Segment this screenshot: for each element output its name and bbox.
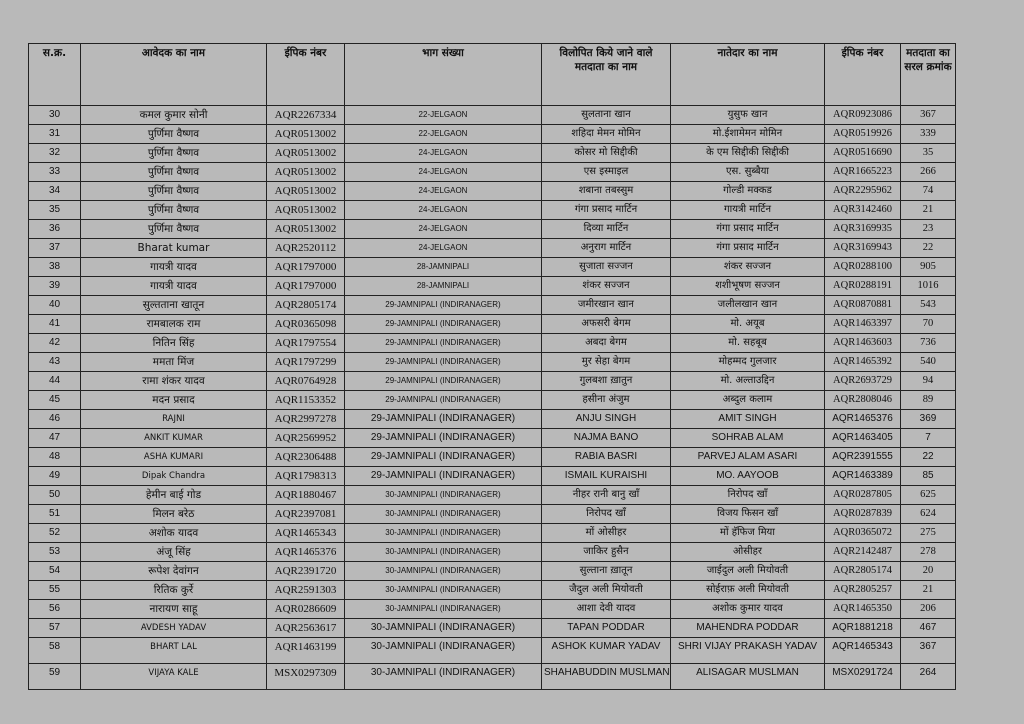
cell-applicant-name: Bharat kumar: [81, 239, 267, 258]
cell-applicant-name: रामा शंकर यादव: [81, 372, 267, 391]
cell-serial-no: 45: [29, 391, 81, 410]
cell-voter-name: शंकर सज्जन: [542, 277, 671, 296]
cell-relative-name: विजय फिसन खाँ: [671, 505, 825, 524]
cell-part-no: 30-JAMNIPALI (INDIRANAGER): [345, 562, 542, 581]
cell-voter-name: जाकिर हुसैन: [542, 543, 671, 562]
cell-epic-no: AQR1797000: [267, 277, 345, 296]
cell-relative-name: अशोक कुमार यादव: [671, 600, 825, 619]
cell-serial-no: 47: [29, 429, 81, 448]
cell-relative-epic: AQR0288191: [825, 277, 901, 296]
cell-epic-no: AQR0764928: [267, 372, 345, 391]
table-row: [29, 467, 956, 486]
cell-relative-epic: AQR2295962: [825, 182, 901, 201]
cell-relative-name: सोईराफ़ अली मियोवती: [671, 581, 825, 600]
cell-serial-no: 37: [29, 239, 81, 258]
cell-voter-serial: 23: [901, 220, 956, 239]
cell-applicant-name: RAJNI: [81, 410, 267, 429]
cell-voter-name: अबदा बेगम: [542, 334, 671, 353]
cell-applicant-name: पुर्णिमा वैष्णव: [81, 220, 267, 239]
document-page: [28, 43, 956, 690]
cell-part-no: 29-JAMNIPALI (INDIRANAGER): [345, 467, 542, 486]
cell-voter-name: आशा देवी यादव: [542, 600, 671, 619]
cell-applicant-name: नारायण साहू: [81, 600, 267, 619]
cell-relative-name: निरोपद खाँ: [671, 486, 825, 505]
table-row: [29, 239, 956, 258]
cell-epic-no: AQR2569952: [267, 429, 345, 448]
cell-epic-no: AQR1465376: [267, 543, 345, 562]
table-row: [29, 410, 956, 429]
cell-voter-serial: 905: [901, 258, 956, 277]
cell-applicant-name: पुर्णिमा वैष्णव: [81, 125, 267, 144]
cell-applicant-name: गायत्री यादव: [81, 277, 267, 296]
cell-epic-no: AQR2267334: [267, 106, 345, 125]
cell-relative-epic: AQR3169943: [825, 239, 901, 258]
cell-epic-no: AQR2591303: [267, 581, 345, 600]
cell-relative-epic: AQR0870881: [825, 296, 901, 315]
cell-voter-name: NAJMA BANO: [542, 429, 671, 448]
cell-serial-no: 55: [29, 581, 81, 600]
cell-epic-no: AQR1797000: [267, 258, 345, 277]
cell-relative-epic: AQR3169935: [825, 220, 901, 239]
cell-voter-serial: 367: [901, 638, 956, 664]
cell-relative-name: एस. सुब्बैया: [671, 163, 825, 182]
cell-relative-name: ALISAGAR MUSLMAN: [671, 664, 825, 690]
cell-part-no: 30-JAMNIPALI (INDIRANAGER): [345, 600, 542, 619]
cell-relative-epic: AQR1463603: [825, 334, 901, 353]
table-row: [29, 201, 956, 220]
cell-applicant-name: पुर्णिमा वैष्णव: [81, 163, 267, 182]
cell-voter-serial: 89: [901, 391, 956, 410]
cell-serial-no: 57: [29, 619, 81, 638]
cell-voter-name: अफसरी बेगम: [542, 315, 671, 334]
cell-relative-name: जलीलखान खान: [671, 296, 825, 315]
cell-serial-no: 58: [29, 638, 81, 664]
cell-epic-no: AQR0365098: [267, 315, 345, 334]
header-applicant-name: आवेदक का नाम: [81, 44, 267, 106]
cell-relative-epic: AQR0288100: [825, 258, 901, 277]
cell-relative-epic: AQR2805174: [825, 562, 901, 581]
cell-epic-no: AQR2520112: [267, 239, 345, 258]
cell-voter-serial: 264: [901, 664, 956, 690]
cell-part-no: 30-JAMNIPALI (INDIRANAGER): [345, 619, 542, 638]
cell-voter-name: जैदुल अली मियोवती: [542, 581, 671, 600]
table-row: [29, 353, 956, 372]
cell-serial-no: 50: [29, 486, 81, 505]
cell-epic-no: AQR2997278: [267, 410, 345, 429]
cell-serial-no: 33: [29, 163, 81, 182]
cell-relative-name: PARVEJ ALAM ASARI: [671, 448, 825, 467]
cell-voter-serial: 339: [901, 125, 956, 144]
cell-relative-epic: MSX0291724: [825, 664, 901, 690]
cell-voter-name: सुलताना खान: [542, 106, 671, 125]
cell-voter-name: शहिदा मेमन मोमिन: [542, 125, 671, 144]
cell-voter-serial: 22: [901, 239, 956, 258]
cell-voter-name: मों ओसीहर: [542, 524, 671, 543]
cell-epic-no: AQR0513002: [267, 144, 345, 163]
cell-relative-epic: AQR3142460: [825, 201, 901, 220]
cell-serial-no: 43: [29, 353, 81, 372]
cell-relative-name: मो. अयूब: [671, 315, 825, 334]
cell-voter-name: सुजाता सज्जन: [542, 258, 671, 277]
cell-voter-serial: 543: [901, 296, 956, 315]
cell-relative-name: अब्दुल कलाम: [671, 391, 825, 410]
table-row: [29, 505, 956, 524]
cell-voter-name: कोसर मो सिद्दीकी: [542, 144, 671, 163]
cell-part-no: 29-JAMNIPALI (INDIRANAGER): [345, 448, 542, 467]
cell-part-no: 30-JAMNIPALI (INDIRANAGER): [345, 486, 542, 505]
cell-serial-no: 54: [29, 562, 81, 581]
cell-part-no: 29-JAMNIPALI (INDIRANAGER): [345, 315, 542, 334]
cell-voter-name: निरोपद खाँ: [542, 505, 671, 524]
cell-part-no: 29-JAMNIPALI (INDIRANAGER): [345, 429, 542, 448]
cell-applicant-name: गायत्री यादव: [81, 258, 267, 277]
cell-part-no: 30-JAMNIPALI (INDIRANAGER): [345, 524, 542, 543]
cell-relative-epic: AQR0519926: [825, 125, 901, 144]
cell-applicant-name: पुर्णिमा वैष्णव: [81, 182, 267, 201]
cell-applicant-name: हेमीन बाई गोड: [81, 486, 267, 505]
cell-serial-no: 41: [29, 315, 81, 334]
cell-voter-serial: 85: [901, 467, 956, 486]
table-row: [29, 106, 956, 125]
cell-voter-name: दिव्या मार्टिन: [542, 220, 671, 239]
cell-voter-serial: 369: [901, 410, 956, 429]
cell-relative-name: गोल्डी मक्कड: [671, 182, 825, 201]
cell-part-no: 30-JAMNIPALI (INDIRANAGER): [345, 638, 542, 664]
cell-part-no: 22-JELGAON: [345, 106, 542, 125]
table-row: [29, 486, 956, 505]
cell-epic-no: AQR0513002: [267, 125, 345, 144]
cell-epic-no: AQR1797299: [267, 353, 345, 372]
cell-voter-name: सुल्ताना ख़ातून: [542, 562, 671, 581]
cell-voter-serial: 20: [901, 562, 956, 581]
cell-applicant-name: कमल कुमार सोनी: [81, 106, 267, 125]
cell-serial-no: 38: [29, 258, 81, 277]
cell-applicant-name: अंजू सिंह: [81, 543, 267, 562]
cell-applicant-name: पुर्णिमा वैष्णव: [81, 144, 267, 163]
cell-relative-epic: AQR2808046: [825, 391, 901, 410]
cell-applicant-name: सुल्तताना खातून: [81, 296, 267, 315]
cell-relative-epic: AQR0287805: [825, 486, 901, 505]
cell-epic-no: AQR2563617: [267, 619, 345, 638]
cell-voter-serial: 1016: [901, 277, 956, 296]
cell-epic-no: AQR1465343: [267, 524, 345, 543]
cell-relative-epic: AQR2693729: [825, 372, 901, 391]
cell-part-no: 30-JAMNIPALI (INDIRANAGER): [345, 581, 542, 600]
cell-epic-no: AQR1880467: [267, 486, 345, 505]
cell-voter-name: अनुराग मार्टिन: [542, 239, 671, 258]
cell-voter-serial: 736: [901, 334, 956, 353]
cell-relative-epic: AQR0365072: [825, 524, 901, 543]
cell-relative-name: मो. अल्ताउद्दिन: [671, 372, 825, 391]
cell-serial-no: 46: [29, 410, 81, 429]
table-row: [29, 372, 956, 391]
cell-epic-no: AQR1463199: [267, 638, 345, 664]
table-row: [29, 144, 956, 163]
cell-relative-epic: AQR1465350: [825, 600, 901, 619]
cell-voter-name: ASHOK KUMAR YADAV: [542, 638, 671, 664]
cell-relative-epic: AQR1465343: [825, 638, 901, 664]
cell-relative-epic: AQR2805257: [825, 581, 901, 600]
cell-serial-no: 40: [29, 296, 81, 315]
cell-voter-serial: 21: [901, 201, 956, 220]
cell-applicant-name: AVDESH YADAV: [81, 619, 267, 638]
cell-voter-serial: 70: [901, 315, 956, 334]
cell-serial-no: 36: [29, 220, 81, 239]
cell-voter-serial: 94: [901, 372, 956, 391]
cell-relative-name: गंगा प्रसाद मार्टिन: [671, 220, 825, 239]
cell-applicant-name: पुर्णिमा वैष्णव: [81, 201, 267, 220]
table-row: [29, 543, 956, 562]
cell-relative-name: मो.ईशामेमन मोमिन: [671, 125, 825, 144]
cell-relative-name: मोहम्मद गुलजार: [671, 353, 825, 372]
cell-voter-serial: 540: [901, 353, 956, 372]
cell-serial-no: 31: [29, 125, 81, 144]
cell-part-no: 28-JAMNIPALI: [345, 277, 542, 296]
cell-voter-serial: 266: [901, 163, 956, 182]
table-row: [29, 258, 956, 277]
cell-part-no: 24-JELGAON: [345, 182, 542, 201]
table-row: [29, 581, 956, 600]
cell-relative-epic: AQR1463405: [825, 429, 901, 448]
cell-serial-no: 51: [29, 505, 81, 524]
cell-relative-name: जाईदुल अली मियोवती: [671, 562, 825, 581]
cell-relative-name: के एम सिद्दीकी सिद्दीकी: [671, 144, 825, 163]
table-row: [29, 524, 956, 543]
table-row: [29, 664, 956, 690]
cell-serial-no: 53: [29, 543, 81, 562]
cell-part-no: 24-JELGAON: [345, 220, 542, 239]
cell-epic-no: AQR0286609: [267, 600, 345, 619]
table-header-row: [29, 44, 956, 106]
table-body: [29, 106, 956, 690]
cell-part-no: 24-JELGAON: [345, 239, 542, 258]
cell-relative-name: MO. AAYOOB: [671, 467, 825, 486]
cell-relative-name: युसुफ खान: [671, 106, 825, 125]
cell-applicant-name: रूपेश देवांगन: [81, 562, 267, 581]
cell-epic-no: AQR2391720: [267, 562, 345, 581]
cell-applicant-name: मिलन बरेठ: [81, 505, 267, 524]
cell-relative-epic: AQR0287839: [825, 505, 901, 524]
cell-applicant-name: ममता मिंज: [81, 353, 267, 372]
cell-part-no: 29-JAMNIPALI (INDIRANAGER): [345, 372, 542, 391]
header-relative-name: नातेदार का नाम: [671, 44, 825, 106]
cell-voter-serial: 7: [901, 429, 956, 448]
cell-voter-name: गुलबशा ख़ातुन: [542, 372, 671, 391]
table-row: [29, 315, 956, 334]
cell-voter-name: नीहर रानी बानु खाँ: [542, 486, 671, 505]
cell-relative-name: SOHRAB ALAM: [671, 429, 825, 448]
table-row: [29, 163, 956, 182]
cell-epic-no: MSX0297309: [267, 664, 345, 690]
cell-voter-name: RABIA BASRI: [542, 448, 671, 467]
cell-voter-name: एस इस्माइल: [542, 163, 671, 182]
cell-applicant-name: रामबालक राम: [81, 315, 267, 334]
table-row: [29, 220, 956, 239]
cell-voter-serial: 206: [901, 600, 956, 619]
cell-part-no: 30-JAMNIPALI (INDIRANAGER): [345, 543, 542, 562]
cell-voter-serial: 22: [901, 448, 956, 467]
cell-epic-no: AQR0513002: [267, 163, 345, 182]
cell-serial-no: 42: [29, 334, 81, 353]
table-row: [29, 334, 956, 353]
cell-relative-epic: AQR1463389: [825, 467, 901, 486]
cell-serial-no: 59: [29, 664, 81, 690]
cell-relative-name: AMIT SINGH: [671, 410, 825, 429]
cell-epic-no: AQR2306488: [267, 448, 345, 467]
cell-applicant-name: ASHA KUMARI: [81, 448, 267, 467]
cell-voter-serial: 467: [901, 619, 956, 638]
table-row: [29, 391, 956, 410]
cell-relative-name: ओसीहर: [671, 543, 825, 562]
cell-voter-serial: 275: [901, 524, 956, 543]
table-row: [29, 296, 956, 315]
cell-epic-no: AQR2805174: [267, 296, 345, 315]
cell-part-no: 22-JELGAON: [345, 125, 542, 144]
cell-relative-epic: AQR1881218: [825, 619, 901, 638]
cell-voter-name: TAPAN PODDAR: [542, 619, 671, 638]
deletion-request-table: [28, 43, 956, 690]
cell-epic-no: AQR0513002: [267, 201, 345, 220]
cell-part-no: 30-JAMNIPALI (INDIRANAGER): [345, 664, 542, 690]
cell-relative-epic: AQR1665223: [825, 163, 901, 182]
table-row: [29, 619, 956, 638]
cell-relative-name: शशीभूषण सज्जन: [671, 277, 825, 296]
cell-voter-name: मुर सेहा बेगम: [542, 353, 671, 372]
cell-voter-serial: 278: [901, 543, 956, 562]
cell-part-no: 29-JAMNIPALI (INDIRANAGER): [345, 296, 542, 315]
cell-relative-name: SHRI VIJAY PRAKASH YADAV: [671, 638, 825, 664]
cell-applicant-name: मदन प्रसाद: [81, 391, 267, 410]
cell-relative-epic: AQR2142487: [825, 543, 901, 562]
cell-serial-no: 44: [29, 372, 81, 391]
cell-applicant-name: नितिन सिंह: [81, 334, 267, 353]
table-row: [29, 182, 956, 201]
cell-relative-epic: AQR1465376: [825, 410, 901, 429]
cell-voter-name: शबाना तबस्सुम: [542, 182, 671, 201]
cell-part-no: 28-JAMNIPALI: [345, 258, 542, 277]
header-serial-no: स.क्र.: [29, 44, 81, 106]
cell-epic-no: AQR0513002: [267, 182, 345, 201]
cell-voter-serial: 74: [901, 182, 956, 201]
cell-applicant-name: BHART LAL: [81, 638, 267, 664]
cell-epic-no: AQR2397081: [267, 505, 345, 524]
cell-voter-serial: 367: [901, 106, 956, 125]
cell-serial-no: 49: [29, 467, 81, 486]
cell-applicant-name: Dipak Chandra: [81, 467, 267, 486]
cell-serial-no: 30: [29, 106, 81, 125]
cell-serial-no: 48: [29, 448, 81, 467]
cell-serial-no: 39: [29, 277, 81, 296]
cell-voter-name: ISMAIL KURAISHI: [542, 467, 671, 486]
cell-serial-no: 35: [29, 201, 81, 220]
cell-relative-name: शंकर सज्जन: [671, 258, 825, 277]
cell-serial-no: 56: [29, 600, 81, 619]
cell-voter-name: SHAHABUDDIN MUSLMAN: [542, 664, 671, 690]
cell-applicant-name: रितिक कुर्रे: [81, 581, 267, 600]
cell-voter-serial: 21: [901, 581, 956, 600]
cell-epic-no: AQR1797554: [267, 334, 345, 353]
cell-relative-epic: AQR1463397: [825, 315, 901, 334]
cell-epic-no: AQR1798313: [267, 467, 345, 486]
cell-voter-serial: 35: [901, 144, 956, 163]
table-row: [29, 277, 956, 296]
cell-applicant-name: ANKIT KUMAR: [81, 429, 267, 448]
cell-voter-name: हसीना अंजुम: [542, 391, 671, 410]
cell-relative-epic: AQR1465392: [825, 353, 901, 372]
cell-part-no: 29-JAMNIPALI (INDIRANAGER): [345, 353, 542, 372]
cell-part-no: 24-JELGAON: [345, 201, 542, 220]
cell-serial-no: 52: [29, 524, 81, 543]
table-row: [29, 448, 956, 467]
header-voter-serial: मतदाता का सरल क्रमांक: [901, 44, 956, 106]
cell-epic-no: AQR1153352: [267, 391, 345, 410]
cell-voter-name: जमीरखान खान: [542, 296, 671, 315]
cell-serial-no: 34: [29, 182, 81, 201]
table-row: [29, 562, 956, 581]
table-row: [29, 429, 956, 448]
cell-relative-name: मो. सहबूब: [671, 334, 825, 353]
cell-voter-name: ANJU SINGH: [542, 410, 671, 429]
cell-part-no: 29-JAMNIPALI (INDIRANAGER): [345, 410, 542, 429]
cell-relative-name: मों हॅफिज मिया: [671, 524, 825, 543]
cell-voter-serial: 625: [901, 486, 956, 505]
cell-epic-no: AQR0513002: [267, 220, 345, 239]
cell-applicant-name: VIJAYA KALE: [81, 664, 267, 690]
cell-relative-name: गंगा प्रसाद मार्टिन: [671, 239, 825, 258]
cell-relative-epic: AQR0923086: [825, 106, 901, 125]
header-part-no: भाग संख्या: [345, 44, 542, 106]
header-epic-no: ईपिक नंबर: [267, 44, 345, 106]
cell-part-no: 30-JAMNIPALI (INDIRANAGER): [345, 505, 542, 524]
cell-relative-name: MAHENDRA PODDAR: [671, 619, 825, 638]
cell-serial-no: 32: [29, 144, 81, 163]
cell-voter-name: गंगा प्रसाद मार्टिन: [542, 201, 671, 220]
cell-part-no: 24-JELGAON: [345, 144, 542, 163]
header-voter-to-delete: विलोपित किये जाने वाले मतदाता का नाम: [542, 44, 671, 106]
cell-part-no: 29-JAMNIPALI (INDIRANAGER): [345, 334, 542, 353]
table-row: [29, 600, 956, 619]
cell-part-no: 24-JELGAON: [345, 163, 542, 182]
cell-voter-serial: 624: [901, 505, 956, 524]
cell-relative-epic: AQR2391555: [825, 448, 901, 467]
table-row: [29, 638, 956, 664]
cell-part-no: 29-JAMNIPALI (INDIRANAGER): [345, 391, 542, 410]
cell-relative-name: गायत्री मार्टिन: [671, 201, 825, 220]
table-row: [29, 125, 956, 144]
cell-relative-epic: AQR0516690: [825, 144, 901, 163]
cell-applicant-name: अशोक यादव: [81, 524, 267, 543]
header-relative-epic: ईपिक नंबर: [825, 44, 901, 106]
